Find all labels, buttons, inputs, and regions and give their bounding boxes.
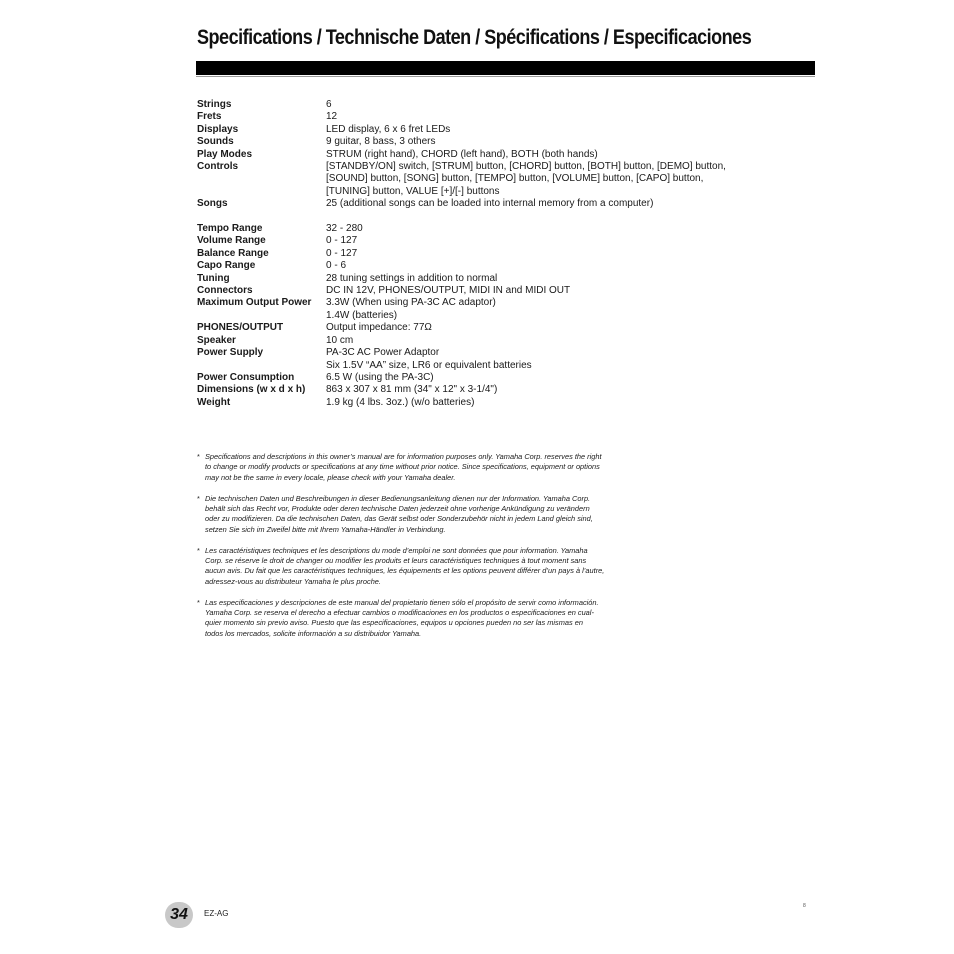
model-name: EZ-AG xyxy=(204,909,229,918)
disclaimer-note xyxy=(197,546,637,588)
spec-row xyxy=(197,372,757,384)
spec-value xyxy=(326,99,757,111)
note-text xyxy=(205,494,593,536)
spec-value xyxy=(326,248,757,260)
spec-label: Tempo Range xyxy=(197,223,263,235)
disclaimer-note xyxy=(197,494,637,536)
note-line: to change or modify products or specifications at any time without prior notice. Since specifications, equipment or options xyxy=(205,462,600,472)
note-asterisk: * xyxy=(197,545,200,555)
spec-row xyxy=(197,198,757,210)
spec-row xyxy=(197,136,757,148)
note-text xyxy=(205,598,599,640)
spec-value-line: PA-3C AC Power Adaptor xyxy=(326,347,440,359)
spec-value xyxy=(326,223,757,235)
spec-value xyxy=(326,322,757,334)
spec-label: Dimensions (w x d x h) xyxy=(197,384,306,396)
spec-row xyxy=(197,273,757,285)
spec-label: Strings xyxy=(197,99,232,110)
spec-label: Balance Range xyxy=(197,247,269,259)
spec-value xyxy=(326,384,757,396)
disclaimer-note xyxy=(197,452,637,483)
note-line: todos los mercados, solicite información a su distribuidor Yamaha. xyxy=(205,628,422,638)
spec-value xyxy=(326,285,757,297)
spec-value xyxy=(326,260,757,272)
spec-value xyxy=(326,161,757,198)
note-text xyxy=(205,546,604,588)
spec-row xyxy=(197,384,757,396)
spec-label: Play Modes xyxy=(197,148,253,160)
spec-row xyxy=(197,248,757,260)
spec-row xyxy=(197,260,757,272)
spec-value-line: 10 cm xyxy=(326,334,354,346)
spec-value-line: 25 (additional songs can be loaded into internal memory from a computer) xyxy=(326,198,654,210)
specifications-table xyxy=(197,99,757,409)
spec-label: Maximum Output Power xyxy=(197,297,312,309)
spec-value-line: LED display, 6 x 6 fret LEDs xyxy=(326,123,451,135)
spec-label: Frets xyxy=(197,111,222,123)
note-line: Yamaha Corp. se reserva el derecho a efectuar cambios o modificaciones en los productos o especificaciones en cual- xyxy=(205,608,594,618)
spec-value xyxy=(326,335,757,347)
spec-value-line: Output impedance: 77Ω xyxy=(326,322,432,334)
spec-label: Power Consumption xyxy=(197,371,295,383)
spec-value xyxy=(326,347,757,372)
spec-value-line: 6.5 W (using the PA-3C) xyxy=(326,371,434,383)
spec-value-line: 9 guitar, 8 bass, 3 others xyxy=(326,136,436,148)
corner-mark: 8 xyxy=(803,903,806,909)
spec-value-line: 1.4W (batteries) xyxy=(326,309,398,321)
spec-value-line: 6 xyxy=(326,99,332,110)
spec-label: Speaker xyxy=(197,334,236,346)
spec-label: Connectors xyxy=(197,285,253,297)
spec-row xyxy=(197,161,757,198)
spec-value-line: 1.9 kg (4 lbs. 3oz.) (w/o batteries) xyxy=(326,396,475,408)
note-line: behält sich das Recht vor, Produkte oder deren technische Daten jederzeit ohne vorherige Ankündigung zu verändern xyxy=(205,504,590,514)
spec-row xyxy=(197,223,757,235)
note-asterisk: * xyxy=(197,452,200,461)
spec-value-line: Six 1.5V “AA” size, LR6 or equivalent batteries xyxy=(326,359,532,371)
title-underline-bar xyxy=(196,61,815,75)
spec-row xyxy=(197,149,757,161)
spec-label: Tuning xyxy=(197,272,230,284)
spec-value xyxy=(326,397,757,409)
spec-value xyxy=(326,149,757,161)
spec-value-line: [STANDBY/ON] switch, [STRUM] button, [CHORD] button, [BOTH] button, [DEMO] button, xyxy=(326,161,726,173)
spec-row xyxy=(197,235,757,247)
note-line: quier momento sin previo aviso. Puesto que las especificaciones, equipos u opciones pueden no ser las mismas en xyxy=(205,618,583,628)
spec-value-line: DC IN 12V, PHONES/OUTPUT, MIDI IN and MIDI OUT xyxy=(326,285,571,297)
page-number-badge: 34 xyxy=(165,902,193,928)
note-line: Specifications and descriptions in this owner’s manual are for information purposes only. Yamaha Corp. reserves the right xyxy=(205,452,602,461)
page-title: Specifications / Technische Daten / Spécifications / Especificaciones xyxy=(197,26,752,49)
note-line: may not be the same in every locale, please check with your Yamaha dealer. xyxy=(205,472,456,482)
spec-value-line: 0 - 6 xyxy=(326,260,347,272)
spec-value xyxy=(326,235,757,247)
spec-row xyxy=(197,124,757,136)
spec-row xyxy=(197,322,757,334)
spec-label: Sounds xyxy=(197,136,234,148)
spec-value-line: 0 - 127 xyxy=(326,247,358,259)
spec-value-line: 32 - 280 xyxy=(326,223,363,235)
note-line: aucun avis. Du fait que les caractéristiques techniques, les équipements et les options peuvent différer d’un pays à l’autre, xyxy=(205,566,605,576)
spec-value xyxy=(326,198,757,210)
spec-value xyxy=(326,372,757,384)
note-line: Corp. se réserve le droit de changer ou modifier les produits et leurs caractéristiques techniques à tout moment sans xyxy=(205,556,587,566)
spec-value-line: 12 xyxy=(326,111,338,123)
spec-label: Power Supply xyxy=(197,347,264,359)
spec-row xyxy=(197,285,757,297)
note-line: Die technischen Daten und Beschreibungen in dieser Bedienungsanleitung dienen nur der Information. Yamaha Corp. xyxy=(205,493,591,503)
spec-label: Displays xyxy=(197,123,239,135)
spec-value xyxy=(326,124,757,136)
spec-row xyxy=(197,397,757,409)
spec-value-line: 0 - 127 xyxy=(326,235,358,247)
spec-label: Volume Range xyxy=(197,235,266,247)
disclaimer-note xyxy=(197,598,637,640)
note-line: setzen Sie sich im Zweifel bitte mit Ihrem Yamaha-Händler in Verbindung. xyxy=(205,524,446,534)
spec-value xyxy=(326,111,757,123)
spec-value-line: 863 x 307 x 81 mm (34" x 12" x 3-1/4") xyxy=(326,384,498,396)
title-bar-shadow-line xyxy=(196,76,815,77)
note-asterisk: * xyxy=(197,493,200,503)
spec-row xyxy=(197,347,757,372)
note-asterisk: * xyxy=(197,597,200,607)
spec-label: Controls xyxy=(197,161,239,173)
note-line: Las especificaciones y descripciones de este manual del propietario tienen sólo el propósito de servir como información. xyxy=(205,597,599,607)
spec-label: Capo Range xyxy=(197,260,256,272)
spec-label: PHONES/OUTPUT xyxy=(197,322,284,334)
spec-value-line: [TUNING] button, VALUE [+]/[-] buttons xyxy=(326,185,500,197)
spec-value-line: 28 tuning settings in addition to normal xyxy=(326,272,498,284)
note-text xyxy=(205,452,602,483)
note-line: Les caractéristiques techniques et les descriptions du mode d’emploi ne sont données que pour information. Yamaha xyxy=(205,545,588,555)
spec-label: Weight xyxy=(197,396,231,408)
spec-value xyxy=(326,136,757,148)
spec-value-line: STRUM (right hand), CHORD (left hand), BOTH (both hands) xyxy=(326,148,598,160)
spec-row xyxy=(197,99,757,111)
spec-row xyxy=(197,111,757,123)
spec-value xyxy=(326,297,757,322)
spec-row xyxy=(197,335,757,347)
spec-value-line: 3.3W (When using PA-3C AC adaptor) xyxy=(326,297,496,309)
spec-row xyxy=(197,297,757,322)
spec-value xyxy=(326,273,757,285)
spec-value-line: [SOUND] button, [SONG] button, [TEMPO] button, [VOLUME] button, [CAPO] button, xyxy=(326,173,704,185)
disclaimer-notes xyxy=(197,452,637,650)
note-line: oder zu modifizieren. Da die technischen Daten, das Gerät selbst oder Sonderzubehör nicht in jedem Land gleich sind, xyxy=(205,514,593,524)
note-line: adressez-vous au distributeur Yamaha le plus proche. xyxy=(205,576,381,586)
spec-label: Songs xyxy=(197,198,228,210)
